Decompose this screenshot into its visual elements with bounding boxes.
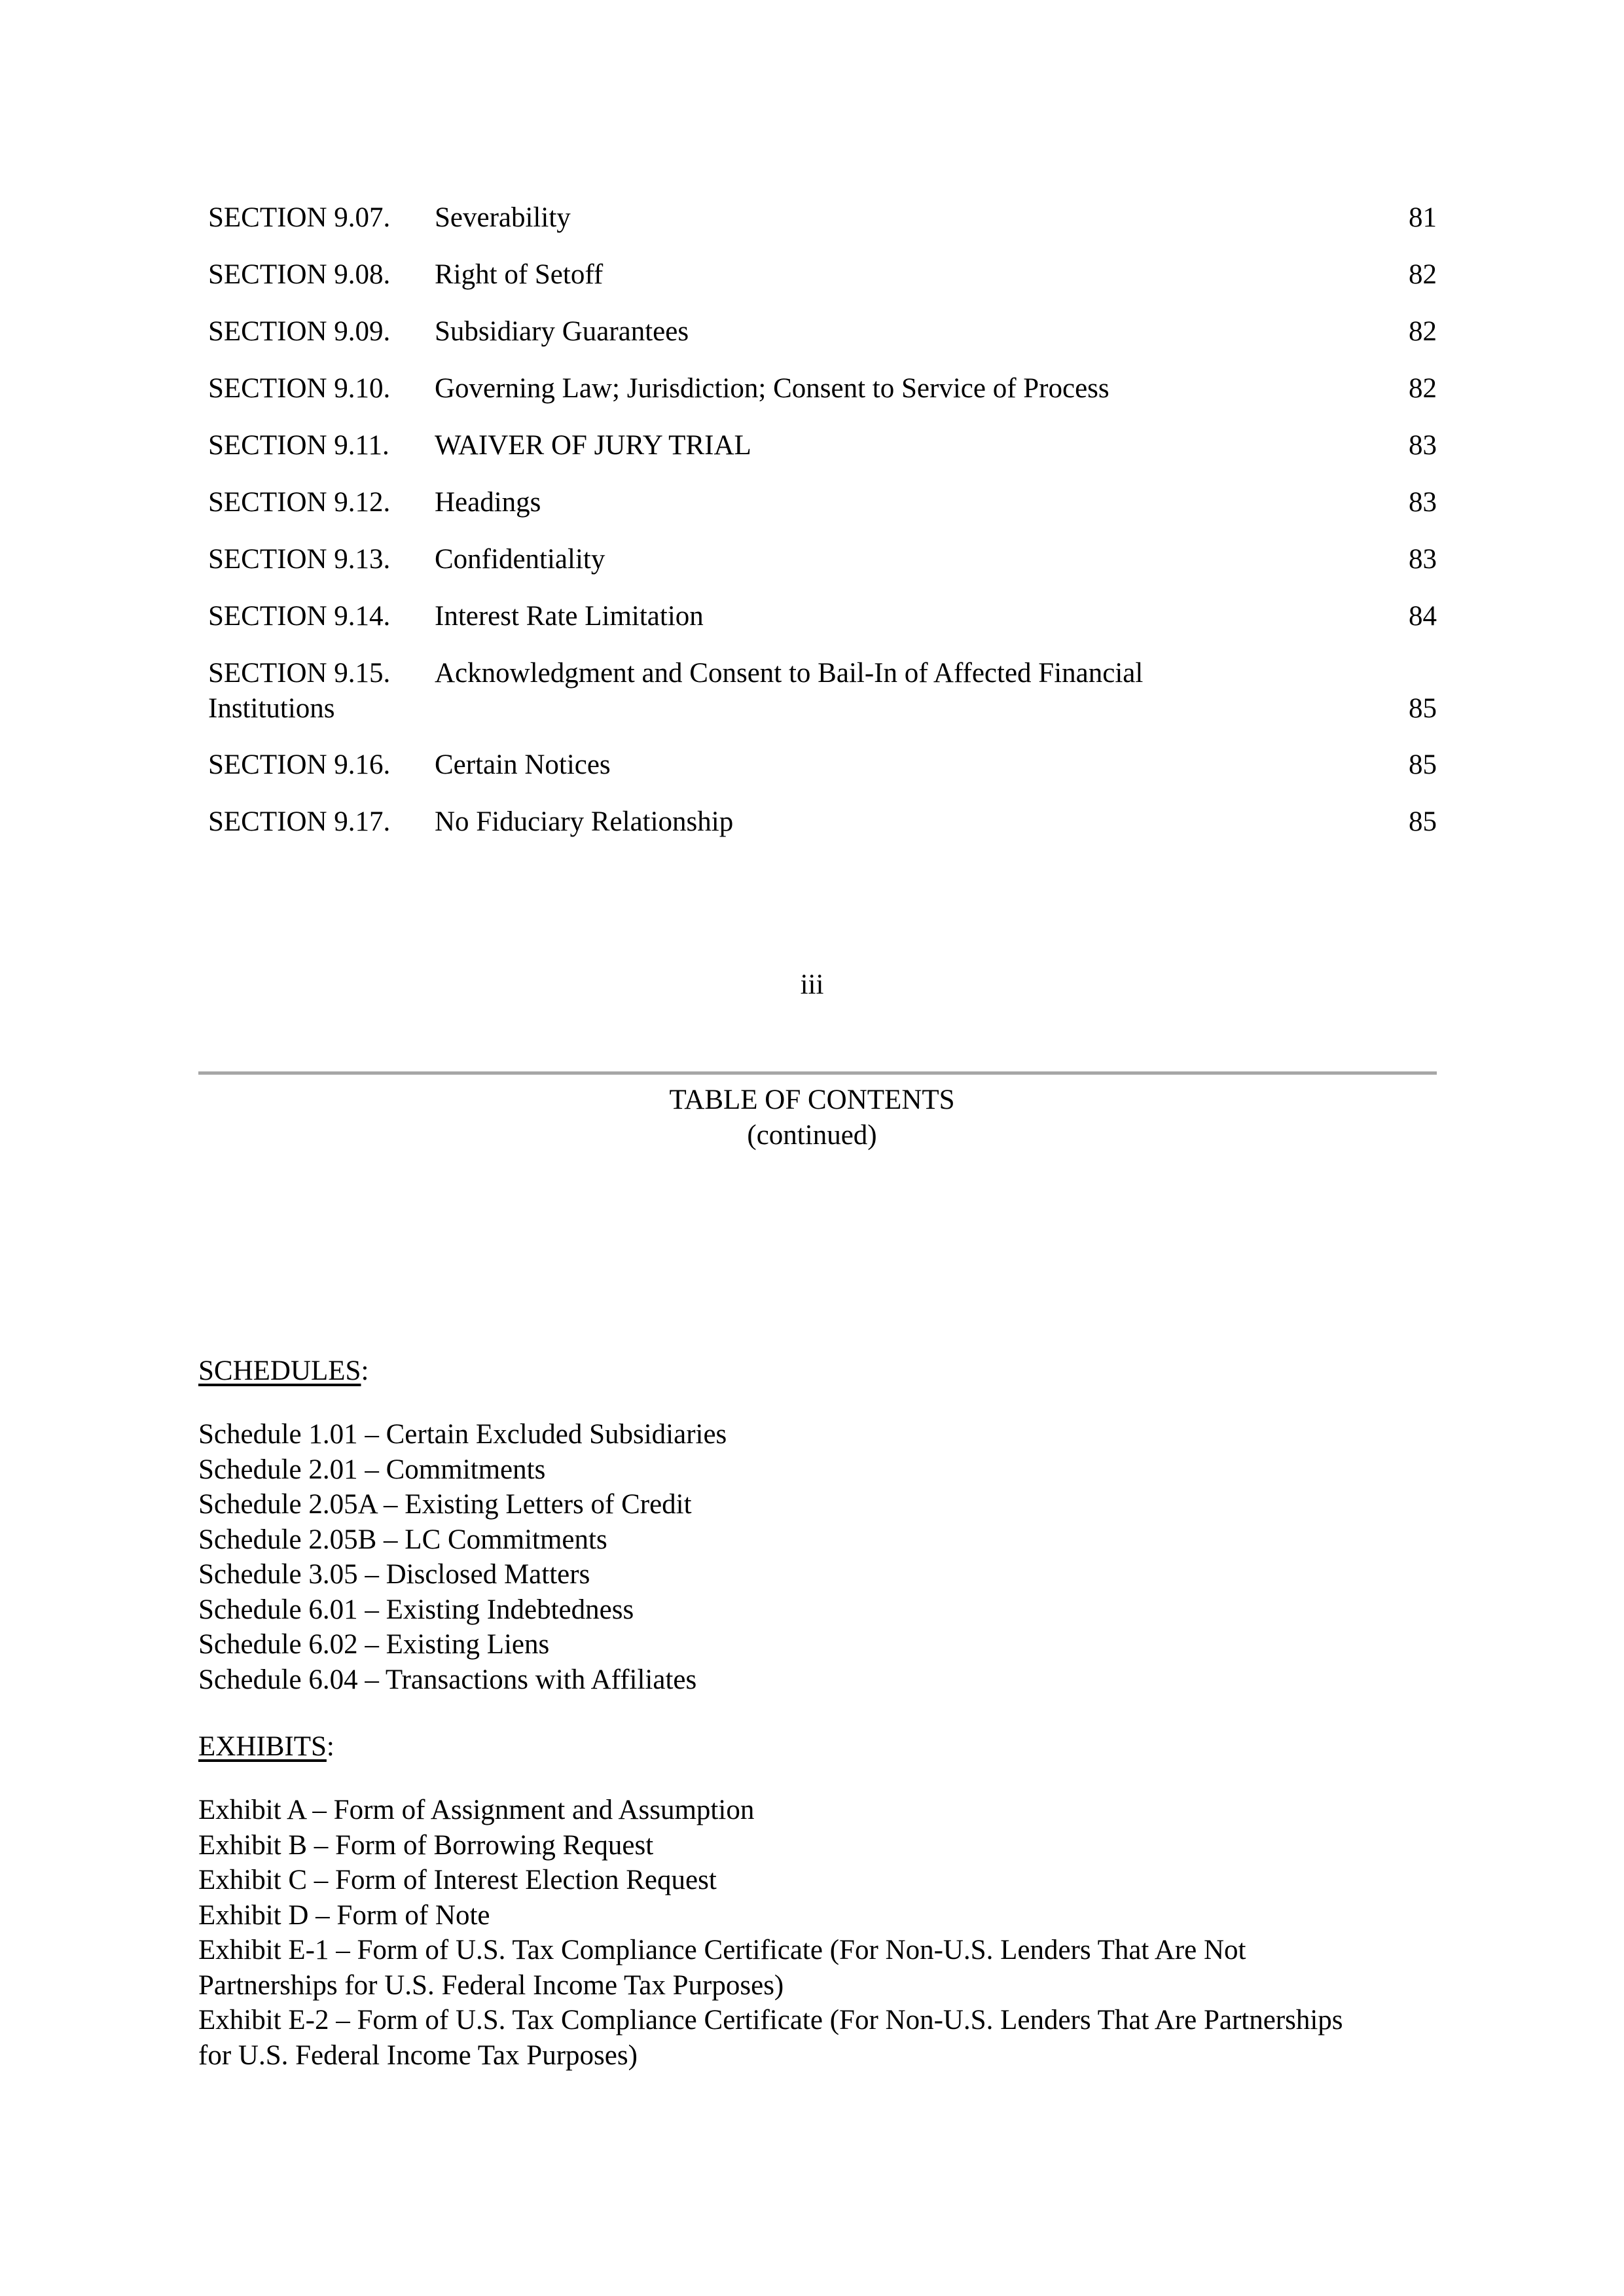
- toc-section-title: WAIVER OF JURY TRIAL: [435, 430, 751, 461]
- toc-row[interactable]: [208, 599, 1437, 656]
- toc-section-number: SECTION 9.15.: [208, 658, 391, 689]
- exhibit-item[interactable]: Exhibit C – Form of Interest Election Request: [198, 1865, 717, 1895]
- exhibit-item[interactable]: Exhibit B – Form of Borrowing Request: [198, 1829, 654, 1861]
- toc-row[interactable]: [208, 804, 1437, 861]
- toc-section-number: SECTION 9.10.: [208, 373, 391, 404]
- toc-row[interactable]: [208, 371, 1437, 428]
- toc-heading-title: TABLE OF CONTENTS: [669, 1085, 955, 1115]
- schedule-item[interactable]: Schedule 2.05A – Existing Letters of Credit: [198, 1489, 692, 1520]
- toc-section-title: Governing Law; Jurisdiction; Consent to Service of Process: [435, 373, 1110, 404]
- toc-section-number: SECTION 9.14.: [208, 601, 391, 632]
- schedule-item[interactable]: Schedule 6.01 – Existing Indebtedness: [198, 1594, 634, 1625]
- toc-page-number: 83: [1409, 430, 1437, 461]
- toc-page-number: 81: [1409, 202, 1437, 233]
- toc-section-number: SECTION 9.12.: [208, 487, 391, 518]
- exhibit-item[interactable]: Exhibit E-2 – Form of U.S. Tax Compliance Certificate (For Non-U.S. Lenders That Are Partnerships: [198, 2005, 1343, 2036]
- schedule-item[interactable]: Schedule 2.05B – LC Commitments: [198, 1524, 607, 1555]
- toc-heading-subtitle: (continued): [747, 1120, 877, 1151]
- toc-page-number: 85: [1409, 806, 1437, 837]
- exhibits-section: [198, 1729, 1442, 2073]
- schedule-item[interactable]: Schedule 3.05 – Disclosed Matters: [198, 1559, 590, 1590]
- toc-section-title: Confidentiality: [435, 544, 605, 575]
- toc-row[interactable]: [208, 656, 1437, 747]
- exhibits-heading-colon: :: [326, 1731, 334, 1762]
- toc-row[interactable]: [208, 314, 1437, 371]
- toc-page-number: 82: [1409, 316, 1437, 347]
- exhibit-item-continuation: Partnerships for U.S. Federal Income Tax Purposes): [198, 1969, 784, 2001]
- toc-row[interactable]: [208, 200, 1437, 257]
- toc-row[interactable]: [208, 485, 1437, 542]
- exhibit-item[interactable]: Exhibit D – Form of Note: [198, 1899, 490, 1931]
- exhibit-item-continuation: for U.S. Federal Income Tax Purposes): [198, 2039, 638, 2071]
- exhibit-item[interactable]: Exhibit A – Form of Assignment and Assumption: [198, 1795, 755, 1825]
- toc-section-title-continuation: Institutions: [208, 693, 335, 724]
- toc-page-number: 82: [1409, 259, 1437, 290]
- toc-heading: [0, 1083, 1624, 1153]
- schedule-item[interactable]: Schedule 1.01 – Certain Excluded Subsidiaries: [198, 1419, 727, 1450]
- toc-row[interactable]: [208, 747, 1437, 804]
- toc-section-title: Right of Setoff: [435, 259, 604, 290]
- toc-section-title: Headings: [435, 487, 541, 518]
- toc-section-title: Acknowledgment and Consent to Bail-In of Affected Financial: [435, 658, 1144, 689]
- toc-row[interactable]: [208, 428, 1437, 485]
- schedules-section: [198, 1354, 1442, 1697]
- toc-page-number: 84: [1409, 601, 1437, 632]
- toc-section-number: SECTION 9.11.: [208, 430, 389, 461]
- schedule-item[interactable]: Schedule 6.02 – Existing Liens: [198, 1629, 550, 1660]
- toc-page-number: 83: [1409, 544, 1437, 575]
- exhibits-list: [198, 1793, 1442, 2073]
- page-divider: [198, 1071, 1437, 1075]
- toc-section-title: Certain Notices: [435, 749, 611, 780]
- toc-section-number: SECTION 9.07.: [208, 202, 391, 233]
- toc-section-title: Subsidiary Guarantees: [435, 316, 689, 347]
- exhibits-heading-label: EXHIBITS: [198, 1731, 327, 1762]
- schedules-heading: [198, 1354, 1442, 1389]
- schedules-heading-label: SCHEDULES: [198, 1355, 361, 1386]
- exhibit-item[interactable]: Exhibit E-1 – Form of U.S. Tax Compliance Certificate (For Non-U.S. Lenders That Are Not: [198, 1935, 1246, 1965]
- toc-row[interactable]: [208, 257, 1437, 314]
- schedules-list: [198, 1417, 1442, 1697]
- toc-page-number: 83: [1409, 487, 1437, 518]
- toc-page-number: 85: [1409, 749, 1437, 780]
- toc-section-number: SECTION 9.09.: [208, 316, 391, 347]
- page-number: iii: [800, 969, 824, 1000]
- toc-row[interactable]: [208, 542, 1437, 599]
- exhibits-heading: [198, 1729, 1442, 1765]
- toc-list: [208, 200, 1437, 861]
- toc-section-number: SECTION 9.16.: [208, 749, 391, 780]
- schedules-heading-colon: :: [361, 1355, 369, 1386]
- toc-section-title: Interest Rate Limitation: [435, 601, 704, 632]
- toc-section-title: Severability: [435, 202, 571, 233]
- toc-page-number: 82: [1409, 373, 1437, 404]
- toc-section-title: No Fiduciary Relationship: [435, 806, 734, 837]
- toc-page-number: 85: [1409, 693, 1437, 724]
- schedule-item[interactable]: Schedule 2.01 – Commitments: [198, 1454, 546, 1485]
- toc-section-number: SECTION 9.17.: [208, 806, 391, 837]
- schedule-item[interactable]: Schedule 6.04 – Transactions with Affiliates: [198, 1664, 697, 1695]
- toc-section-number: SECTION 9.13.: [208, 544, 391, 575]
- toc-section-number: SECTION 9.08.: [208, 259, 391, 290]
